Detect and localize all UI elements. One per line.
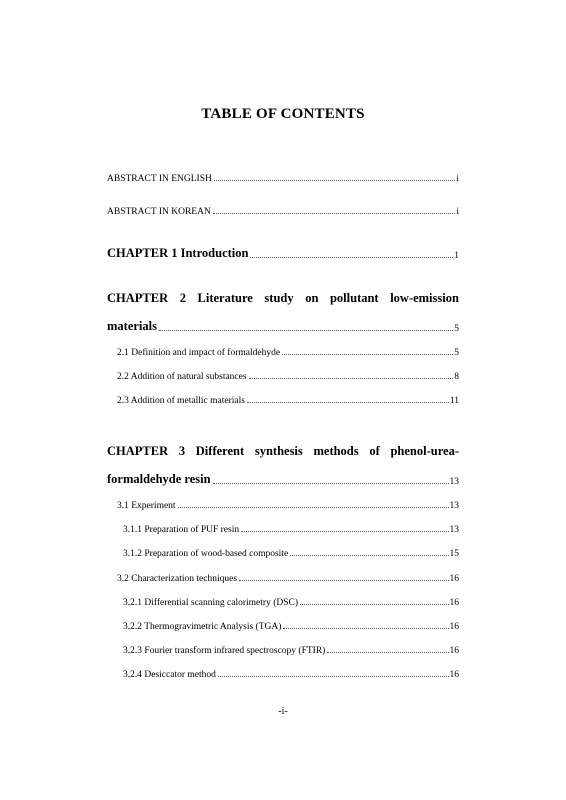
- dot-leader: [178, 507, 449, 508]
- toc-entry-label: ABSTRACT IN ENGLISH: [107, 174, 212, 184]
- toc-entry-chapter-2[interactable]: [107, 319, 459, 334]
- dot-leader: [247, 402, 449, 403]
- toc-entry-section-3-1-2[interactable]: [123, 549, 459, 559]
- toc-entry-page: 16: [449, 574, 459, 584]
- toc-entry-section-3-2-1[interactable]: [123, 598, 459, 608]
- dot-leader: [218, 676, 449, 677]
- toc-entry-page: 16: [449, 598, 459, 608]
- toc-entry-label: 3.2.1 Differential scanning calorimetry (DSC): [123, 598, 298, 608]
- toc-entry-label: formaldehyde resin: [107, 472, 211, 486]
- toc-chapter-2-heading[interactable]: [107, 291, 459, 306]
- dot-leader: [213, 213, 456, 214]
- heading-word: pollutant: [329, 291, 379, 305]
- toc-entry-section-3-1[interactable]: [117, 501, 459, 511]
- toc-chapter-3-heading[interactable]: [107, 444, 459, 459]
- dot-leader: [250, 257, 453, 258]
- toc-entry-page: 16: [449, 622, 459, 632]
- heading-word: CHAPTER: [107, 291, 169, 305]
- dot-leader: [300, 604, 449, 605]
- toc-entry-label: 3.2.3 Fourier transform infrared spectroscopy (FTIR): [123, 646, 326, 656]
- toc-entry-abstract-english[interactable]: [107, 174, 459, 184]
- heading-word: synthesis: [254, 444, 303, 458]
- heading-word: low-emission: [390, 291, 459, 305]
- toc-entry-page: 11: [449, 396, 459, 406]
- toc-entry-section-2-3[interactable]: [117, 396, 459, 406]
- dot-leader: [327, 652, 448, 653]
- dot-leader: [239, 580, 448, 581]
- toc-entry-page: 16: [449, 670, 459, 680]
- heading-word: on: [305, 291, 319, 305]
- toc-entry-page: i: [456, 207, 459, 217]
- toc-entry-section-3-2-3[interactable]: [123, 646, 459, 656]
- dot-leader: [213, 483, 449, 484]
- dot-leader: [159, 330, 453, 331]
- toc-entry-abstract-korean[interactable]: [107, 207, 459, 217]
- dot-leader: [283, 628, 448, 629]
- toc-entry-page: 5: [454, 348, 459, 358]
- toc-entry-label: 3.2.2 Thermogravimetric Analysis (TGA): [123, 622, 282, 632]
- heading-word: methods: [313, 444, 359, 458]
- toc-entry-page: 5: [454, 324, 459, 334]
- dot-leader: [214, 180, 456, 181]
- toc-entry-label: 3.2.4 Desiccator method: [123, 670, 216, 680]
- toc-entry-label: 3.1 Experiment: [117, 501, 176, 511]
- toc-entry-section-3-2[interactable]: [117, 574, 459, 584]
- toc-entry-page: 15: [449, 549, 459, 559]
- toc-entry-section-2-1[interactable]: [117, 348, 459, 358]
- toc-entry-page: 13: [449, 525, 459, 535]
- dot-leader: [249, 378, 454, 379]
- heading-word: of: [369, 444, 380, 458]
- toc-entry-page: 13: [449, 477, 459, 487]
- heading-word: 2: [179, 291, 186, 305]
- toc-entry-section-3-2-4[interactable]: [123, 670, 459, 680]
- toc-entry-label: 3.1.1 Preparation of PUF resin: [123, 525, 240, 535]
- toc-entry-section-3-2-2[interactable]: [123, 622, 459, 632]
- heading-word: study: [264, 291, 294, 305]
- heading-word: CHAPTER: [107, 444, 169, 458]
- toc-entry-label: 2.3 Addition of metallic materials: [117, 396, 245, 406]
- dot-leader: [290, 555, 448, 556]
- toc-entry-label: 3.2 Characterization techniques: [117, 574, 238, 584]
- toc-entry-label: ABSTRACT IN KOREAN: [107, 207, 211, 217]
- toc-entry-label: 3.1.2 Preparation of wood-based composite: [123, 549, 289, 559]
- toc-entry-page: 16: [449, 646, 459, 656]
- toc-entry-chapter-1[interactable]: [107, 246, 459, 261]
- toc-entry-page: i: [456, 174, 459, 184]
- toc-entry-section-2-2[interactable]: [117, 372, 459, 382]
- toc-entry-section-3-1-1[interactable]: [123, 525, 459, 535]
- toc-entry-page: 13: [449, 501, 459, 511]
- heading-word: 3: [178, 444, 186, 458]
- toc-entry-label: 2.1 Definition and impact of formaldehyde: [117, 348, 281, 358]
- dot-leader: [282, 354, 453, 355]
- toc-entry-label: 2.2 Addition of natural substances: [117, 372, 247, 382]
- toc-entry-label: materials: [107, 319, 157, 333]
- heading-word: phenol-urea-: [390, 444, 459, 458]
- heading-word: Different: [195, 444, 245, 458]
- heading-word: Literature: [197, 291, 253, 305]
- page-number-footer: -i-: [278, 706, 288, 717]
- toc-entry-label: CHAPTER 1 Introduction: [107, 246, 249, 260]
- toc-entry-chapter-3[interactable]: [107, 472, 459, 487]
- toc-entry-page: 8: [454, 372, 459, 382]
- toc-entry-page: 1: [454, 251, 459, 261]
- dot-leader: [241, 531, 448, 532]
- page-title: TABLE OF CONTENTS: [201, 106, 365, 122]
